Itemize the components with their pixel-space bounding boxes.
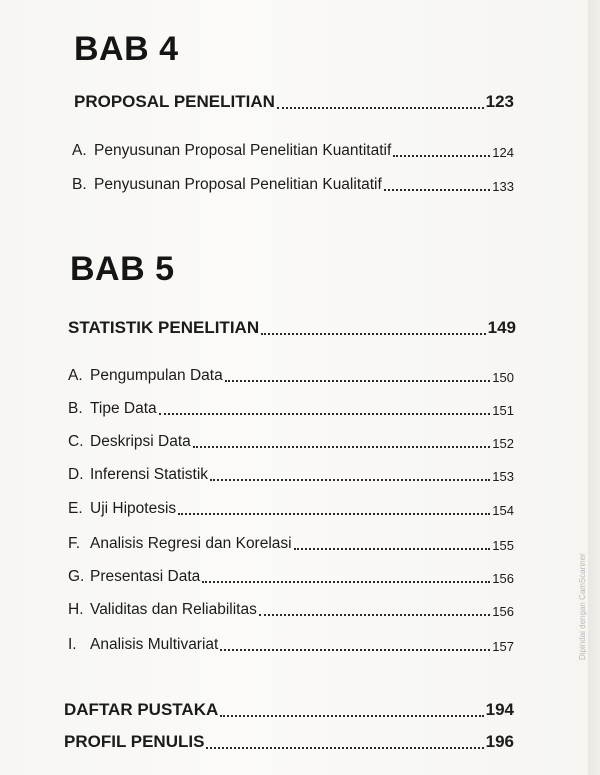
toc-entry-letter: A. bbox=[68, 367, 83, 384]
toc-entry-label: Analisis Multivariat bbox=[90, 636, 219, 653]
scanner-watermark: Dipindai dengan CamScanner bbox=[578, 553, 587, 660]
toc-entry-letter: G. bbox=[68, 568, 85, 585]
toc-entry-letter: B. bbox=[68, 400, 83, 417]
toc-entry-kuantitatif[interactable] bbox=[72, 142, 514, 160]
toc-entry-validitas[interactable] bbox=[68, 601, 514, 619]
toc-entry-page: 156 bbox=[492, 604, 514, 619]
toc-entry-letter: D. bbox=[68, 466, 84, 483]
dot-leader bbox=[384, 188, 490, 191]
toc-entry-page: 155 bbox=[492, 538, 514, 553]
dot-leader bbox=[220, 714, 483, 717]
toc-entry-page: 152 bbox=[492, 436, 514, 451]
toc-entry-label: DAFTAR PUSTAKA bbox=[64, 700, 219, 719]
toc-entry-presentasi-data[interactable] bbox=[68, 568, 514, 586]
toc-entry-page: 157 bbox=[492, 639, 514, 654]
toc-entry-kualitatif[interactable] bbox=[72, 176, 514, 194]
toc-entry-statistik-penelitian[interactable] bbox=[68, 318, 516, 338]
toc-entry-label: Inferensi Statistik bbox=[90, 466, 209, 483]
chapter-4-title: BAB 4 bbox=[74, 30, 179, 68]
toc-entry-page: 133 bbox=[492, 179, 514, 194]
toc-entry-label: Deskripsi Data bbox=[90, 433, 191, 450]
dot-leader bbox=[210, 478, 490, 481]
dot-leader bbox=[261, 332, 486, 335]
toc-entry-page: 196 bbox=[485, 732, 514, 751]
toc-entry-label: Validitas dan Reliabilitas bbox=[90, 601, 257, 618]
toc-entry-page: 153 bbox=[492, 469, 514, 484]
dot-leader bbox=[193, 445, 491, 448]
toc-entry-letter: F. bbox=[68, 535, 81, 552]
toc-entry-label: Penyusunan Proposal Penelitian Kuantitatif bbox=[94, 142, 392, 159]
dot-leader bbox=[225, 379, 491, 382]
toc-entry-letter: E. bbox=[68, 500, 83, 517]
toc-entry-daftar-pustaka[interactable] bbox=[64, 700, 514, 720]
toc-entry-label: Uji Hipotesis bbox=[90, 500, 177, 517]
dot-leader bbox=[178, 512, 490, 515]
dot-leader bbox=[206, 746, 483, 749]
toc-entry-proposal-penelitian[interactable] bbox=[74, 92, 514, 112]
toc-entry-page: 150 bbox=[492, 370, 514, 385]
toc-entry-analisis-multivariat[interactable] bbox=[68, 636, 514, 654]
dot-leader bbox=[220, 648, 490, 651]
toc-entry-page: 124 bbox=[492, 145, 514, 160]
dot-leader bbox=[259, 613, 490, 616]
dot-leader bbox=[294, 547, 491, 550]
toc-entry-letter: A. bbox=[72, 142, 87, 159]
toc-entry-label: PROPOSAL PENELITIAN bbox=[74, 92, 275, 111]
toc-entry-pengumpulan-data[interactable] bbox=[68, 367, 514, 385]
toc-entry-inferensi-statistik[interactable] bbox=[68, 466, 514, 484]
dot-leader bbox=[277, 106, 484, 109]
toc-entry-page: 154 bbox=[492, 503, 514, 518]
toc-entry-label: Presentasi Data bbox=[90, 568, 201, 585]
toc-entry-page: 156 bbox=[492, 571, 514, 586]
toc-entry-uji-hipotesis[interactable] bbox=[68, 500, 514, 518]
toc-entry-label: Analisis Regresi dan Korelasi bbox=[90, 535, 292, 552]
toc-entry-letter: I. bbox=[68, 636, 77, 653]
toc-entry-letter: H. bbox=[68, 601, 84, 618]
toc-entry-analisis-regresi[interactable] bbox=[68, 535, 514, 553]
toc-entry-profil-penulis[interactable] bbox=[64, 732, 514, 752]
toc-entry-letter: B. bbox=[72, 176, 87, 193]
toc-entry-label: PROFIL PENULIS bbox=[64, 732, 205, 751]
toc-entry-deskripsi-data[interactable] bbox=[68, 433, 514, 451]
toc-entry-page: 194 bbox=[485, 700, 514, 719]
toc-entry-letter: C. bbox=[68, 433, 84, 450]
page-edge bbox=[588, 0, 600, 775]
dot-leader bbox=[393, 154, 490, 157]
toc-entry-label: Penyusunan Proposal Penelitian Kualitatif bbox=[94, 176, 382, 193]
toc-entry-tipe-data[interactable] bbox=[68, 400, 514, 418]
chapter-5-title: BAB 5 bbox=[70, 250, 175, 288]
dot-leader bbox=[202, 580, 490, 583]
toc-entry-page: 151 bbox=[492, 403, 514, 418]
toc-entry-label: STATISTIK PENELITIAN bbox=[68, 318, 260, 337]
dot-leader bbox=[159, 412, 491, 415]
toc-entry-page: 149 bbox=[487, 318, 516, 337]
toc-entry-page: 123 bbox=[485, 92, 514, 111]
toc-entry-label: Tipe Data bbox=[90, 400, 157, 417]
toc-entry-label: Pengumpulan Data bbox=[90, 367, 223, 384]
